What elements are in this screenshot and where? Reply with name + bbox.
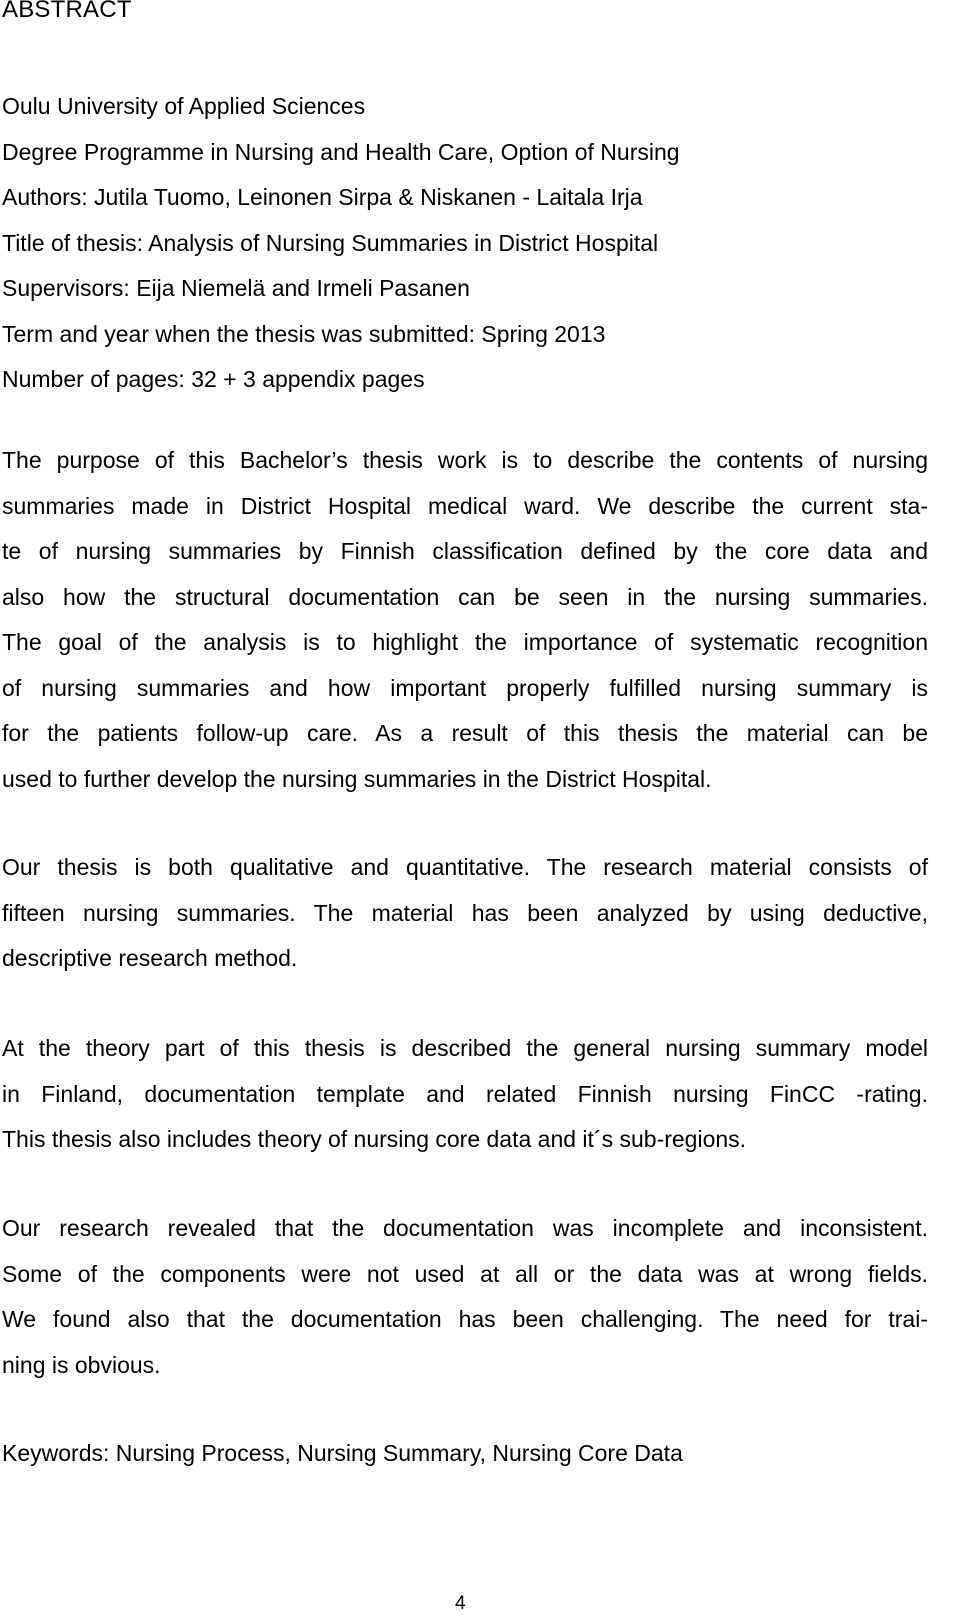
- paragraph-line: Some of the components were not used at all or the data was at wrong fields.: [2, 1260, 928, 1287]
- abstract-paragraph-results: [2, 1206, 928, 1388]
- paragraph-line: This thesis also includes theory of nursing core data and it´s sub-regions.: [2, 1126, 747, 1152]
- paragraph-line: We found also that the documentation has been challenging. The need for trai-: [2, 1306, 928, 1332]
- paragraph-line: for the patients follow-up care. As a result of this thesis the material can be: [2, 720, 928, 746]
- paragraph-line: The goal of the analysis is to highlight the importance of systematic recognition: [2, 629, 928, 655]
- paragraph-line: Our research revealed that the documentation was incomplete and inconsistent.: [2, 1215, 928, 1241]
- page-number: 4: [455, 1593, 466, 1614]
- paragraph-line: te of nursing summaries by Finnish classification defined by the core data and: [2, 538, 928, 564]
- supervisors-line: Supervisors: Eija Niemelä and Irmeli Pasanen: [2, 275, 470, 301]
- paragraph-line: in Finland, documentation template and related Finnish nursing FinCC -rating.: [2, 1080, 928, 1107]
- paragraph-line: fifteen nursing summaries. The material has been analyzed by using deductive,: [2, 899, 928, 926]
- paragraph-line: The purpose of this Bachelor’s thesis work is to describe the contents of nursing: [2, 447, 928, 473]
- submission-term-line: Term and year when the thesis was submitted: Spring 2013: [2, 320, 606, 347]
- degree-programme-line: Degree Programme in Nursing and Health Care, Option of Nursing: [2, 138, 680, 165]
- paragraph-line: At the theory part of this thesis is described the general nursing summary model: [2, 1035, 928, 1061]
- institution-line: Oulu University of Applied Sciences: [2, 93, 366, 119]
- abstract-paragraph-method: [2, 845, 928, 982]
- abstract-paragraph-theory: [2, 1026, 928, 1163]
- paragraph-line: descriptive research method.: [2, 945, 298, 971]
- paragraph-line: Our thesis is both qualitative and quantitative. The research material consists of: [2, 854, 928, 880]
- paragraph-line: used to further develop the nursing summaries in the District Hospital.: [2, 765, 712, 792]
- paragraph-line: ning is obvious.: [2, 1351, 161, 1378]
- keywords-line: Keywords: Nursing Process, Nursing Summary, Nursing Core Data: [2, 1440, 683, 1466]
- thesis-metadata: [2, 84, 930, 403]
- authors-line: Authors: Jutila Tuomo, Leinonen Sirpa & Niskanen - Laitala Irja: [2, 184, 643, 210]
- abstract-paragraph-purpose: [2, 438, 928, 802]
- paragraph-line: of nursing summaries and how important properly fulfilled nursing summary is: [2, 674, 928, 701]
- paragraph-line: summaries made in District Hospital medical ward. We describe the current sta-: [2, 492, 928, 519]
- abstract-heading: ABSTRACT: [2, 0, 132, 23]
- thesis-title-line: Title of thesis: Analysis of Nursing Summaries in District Hospital: [2, 229, 659, 256]
- paragraph-line: also how the structural documentation can be seen in the nursing summaries.: [2, 583, 928, 610]
- page-count-line: Number of pages: 32 + 3 appendix pages: [2, 366, 425, 392]
